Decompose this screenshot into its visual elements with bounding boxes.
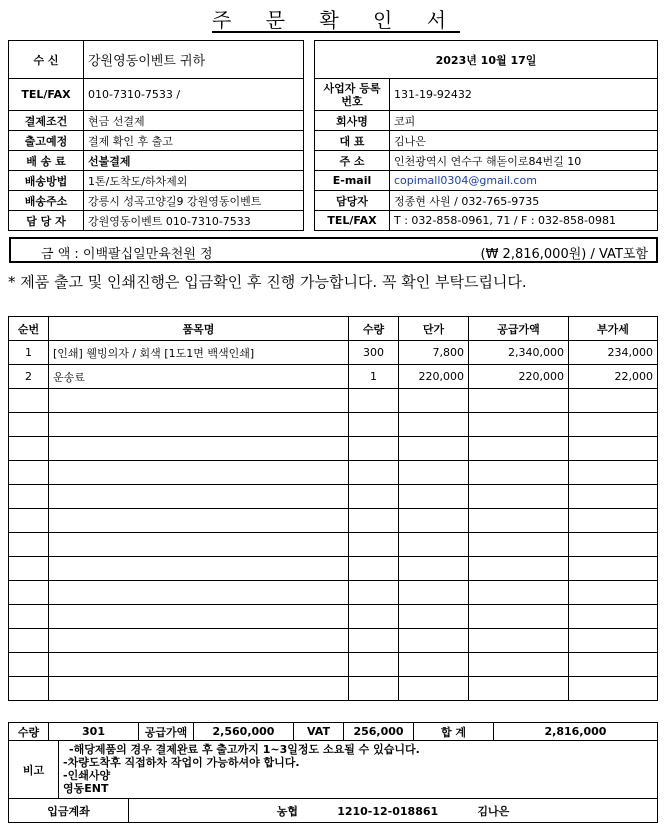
supplier-telfax-value: T : 032-858-0961, 71 / F : 032-858-0981 <box>390 211 658 231</box>
empty-cell <box>9 653 49 677</box>
empty-cell <box>569 485 658 509</box>
bank-name: 농협 <box>276 804 299 818</box>
bank-label: 입금계좌 <box>9 799 129 823</box>
method-value: 1톤/도착도/하차제외 <box>84 171 304 191</box>
row-supply: 220,000 <box>469 365 569 389</box>
empty-cell <box>49 485 349 509</box>
empty-row <box>9 581 658 605</box>
empty-cell <box>9 629 49 653</box>
empty-cell <box>9 677 49 701</box>
empty-row <box>9 653 658 677</box>
grand-total-label: 합 계 <box>414 723 494 741</box>
recipient-value: 강원영동이벤트 귀하 <box>84 41 304 79</box>
empty-cell <box>349 605 399 629</box>
email-link[interactable]: copimall0304@gmail.com <box>390 171 658 191</box>
notice-text: * 제품 출고 및 인쇄진행은 입금확인 후 진행 가능합니다. 꼭 확인 부탁드립니다. <box>8 273 527 291</box>
bank-account: 1210-12-018861 <box>337 804 439 818</box>
empty-row <box>9 485 658 509</box>
empty-cell <box>569 461 658 485</box>
row-qty: 300 <box>349 341 399 365</box>
empty-cell <box>569 557 658 581</box>
empty-cell <box>469 413 569 437</box>
empty-row <box>9 437 658 461</box>
table-row <box>9 365 658 389</box>
empty-cell <box>469 461 569 485</box>
empty-cell <box>569 413 658 437</box>
remark-line: -인쇄사양 <box>63 769 111 782</box>
items-header-row <box>9 317 658 341</box>
empty-cell <box>569 437 658 461</box>
empty-cell <box>349 677 399 701</box>
empty-cell <box>469 509 569 533</box>
empty-cell <box>399 533 469 557</box>
address-value: 인천광역시 연수구 해돋이로84번길 10 <box>390 151 658 171</box>
empty-cell <box>469 605 569 629</box>
address-label: 주 소 <box>315 151 390 171</box>
totals-table <box>8 722 658 741</box>
total-qty-label: 수량 <box>9 723 49 741</box>
total-vat-label: VAT <box>294 723 344 741</box>
empty-cell <box>349 581 399 605</box>
empty-cell <box>399 605 469 629</box>
fee-label: 배 송 료 <box>9 151 84 171</box>
empty-cell <box>49 413 349 437</box>
empty-cell <box>399 581 469 605</box>
empty-cell <box>349 629 399 653</box>
empty-cell <box>349 653 399 677</box>
empty-cell <box>569 677 658 701</box>
empty-cell <box>49 557 349 581</box>
bizno-label: 사업자 등록번호 <box>315 79 390 111</box>
empty-cell <box>9 509 49 533</box>
empty-cell <box>9 533 49 557</box>
ceo-value: 김나은 <box>390 131 658 151</box>
empty-row <box>9 629 658 653</box>
empty-cell <box>399 461 469 485</box>
recipient-info-table <box>8 40 304 231</box>
empty-cell <box>349 389 399 413</box>
row-vat: 234,000 <box>569 341 658 365</box>
bank-holder: 김나은 <box>477 804 510 818</box>
row-unit-price: 220,000 <box>399 365 469 389</box>
staff-label: 담당자 <box>315 191 390 211</box>
remark-line: -차량도착후 직접하차 작업이 가능하셔야 합니다. <box>63 756 300 769</box>
empty-cell <box>9 557 49 581</box>
empty-cell <box>349 437 399 461</box>
bank-table <box>8 798 658 823</box>
empty-cell <box>49 533 349 557</box>
bizno-value: 131-19-92432 <box>390 79 658 111</box>
total-qty: 301 <box>49 723 139 741</box>
header-supply: 공급가액 <box>469 317 569 341</box>
empty-cell <box>9 605 49 629</box>
amount-text: 금 액 : 이백팔십일만육천원 정 <box>41 247 213 262</box>
empty-row <box>9 461 658 485</box>
remarks-content <box>59 741 658 799</box>
empty-cell <box>399 629 469 653</box>
header-unit-price: 단가 <box>399 317 469 341</box>
supplier-info-table <box>314 40 658 231</box>
remarks-table <box>8 740 658 799</box>
empty-cell <box>469 437 569 461</box>
telfax-value: 010-7310-7533 / <box>84 79 304 111</box>
ship-value: 결제 확인 후 출고 <box>84 131 304 151</box>
items-table <box>8 316 658 701</box>
remarks-label: 비고 <box>9 741 59 799</box>
bank-info <box>129 799 658 823</box>
empty-cell <box>49 461 349 485</box>
empty-cell <box>399 437 469 461</box>
empty-cell <box>49 677 349 701</box>
total-supply-label: 공급가액 <box>139 723 194 741</box>
empty-cell <box>469 485 569 509</box>
empty-cell <box>469 653 569 677</box>
header-no: 순번 <box>9 317 49 341</box>
pay-value: 현금 선결제 <box>84 111 304 131</box>
header-item: 품목명 <box>49 317 349 341</box>
empty-cell <box>469 677 569 701</box>
empty-cell <box>9 437 49 461</box>
pay-label: 결제조건 <box>9 111 84 131</box>
empty-row <box>9 413 658 437</box>
empty-cell <box>49 629 349 653</box>
empty-row <box>9 605 658 629</box>
order-date: 2023년 10월 17일 <box>315 41 658 79</box>
person-value: 강원영동이벤트 010-7310-7533 <box>84 211 304 231</box>
empty-cell <box>399 485 469 509</box>
header-vat: 부가세 <box>569 317 658 341</box>
empty-row <box>9 677 658 701</box>
recipient-label: 수 신 <box>9 41 84 79</box>
row-no: 1 <box>9 341 49 365</box>
empty-cell <box>349 461 399 485</box>
remark-line: -해당제품의 경우 결제완료 후 출고까지 1~3일정도 소요될 수 있습니다. <box>69 743 420 756</box>
empty-cell <box>569 389 658 413</box>
empty-cell <box>9 461 49 485</box>
empty-cell <box>349 485 399 509</box>
empty-cell <box>9 581 49 605</box>
fee-value: 선불결제 <box>84 151 304 171</box>
row-item: [인쇄] 웰빙의자 / 회색 [1도1면 백색인쇄] <box>49 341 349 365</box>
empty-cell <box>569 581 658 605</box>
empty-cell <box>569 533 658 557</box>
amount-box <box>9 237 658 263</box>
empty-cell <box>399 653 469 677</box>
person-label: 담 당 자 <box>9 211 84 231</box>
empty-cell <box>49 653 349 677</box>
telfax-label: TEL/FAX <box>9 79 84 111</box>
empty-cell <box>49 605 349 629</box>
empty-cell <box>349 413 399 437</box>
empty-cell <box>49 581 349 605</box>
empty-cell <box>569 509 658 533</box>
addr-value: 강릉시 성곡고양길9 강원영동이벤트 <box>84 191 304 211</box>
empty-cell <box>9 413 49 437</box>
table-row <box>9 341 658 365</box>
document-title: 주 문 확 인 서 <box>211 8 461 32</box>
empty-row <box>9 389 658 413</box>
supplier-telfax-label: TEL/FAX <box>315 211 390 231</box>
empty-cell <box>469 581 569 605</box>
empty-cell <box>49 509 349 533</box>
email-label: E-mail <box>315 171 390 191</box>
ceo-label: 대 표 <box>315 131 390 151</box>
empty-cell <box>349 509 399 533</box>
empty-cell <box>399 389 469 413</box>
empty-row <box>9 533 658 557</box>
empty-cell <box>399 413 469 437</box>
empty-cell <box>349 557 399 581</box>
empty-cell <box>399 557 469 581</box>
row-vat: 22,000 <box>569 365 658 389</box>
method-label: 배송방법 <box>9 171 84 191</box>
empty-cell <box>469 557 569 581</box>
empty-cell <box>399 509 469 533</box>
empty-cell <box>49 389 349 413</box>
empty-cell <box>569 653 658 677</box>
total-vat: 256,000 <box>344 723 414 741</box>
row-item: 운송료 <box>49 365 349 389</box>
remark-line: 영동ENT <box>63 782 109 795</box>
empty-row <box>9 509 658 533</box>
row-supply: 2,340,000 <box>469 341 569 365</box>
staff-value: 정종현 사원 / 032-765-9735 <box>390 191 658 211</box>
empty-cell <box>569 629 658 653</box>
company-label: 회사명 <box>315 111 390 131</box>
empty-cell <box>469 389 569 413</box>
empty-cell <box>399 677 469 701</box>
row-qty: 1 <box>349 365 399 389</box>
grand-total: 2,816,000 <box>494 723 658 741</box>
row-unit-price: 7,800 <box>399 341 469 365</box>
empty-cell <box>569 605 658 629</box>
empty-cell <box>9 389 49 413</box>
header-qty: 수량 <box>349 317 399 341</box>
empty-cell <box>469 533 569 557</box>
total-supply: 2,560,000 <box>194 723 294 741</box>
empty-cell <box>9 485 49 509</box>
empty-cell <box>349 533 399 557</box>
ship-label: 출고예정 <box>9 131 84 151</box>
addr-label: 배송주소 <box>9 191 84 211</box>
row-no: 2 <box>9 365 49 389</box>
empty-cell <box>469 629 569 653</box>
company-value: 코피 <box>390 111 658 131</box>
amount-value: (₩ 2,816,000원) / VAT포함 <box>480 247 648 262</box>
empty-cell <box>49 437 349 461</box>
empty-row <box>9 557 658 581</box>
